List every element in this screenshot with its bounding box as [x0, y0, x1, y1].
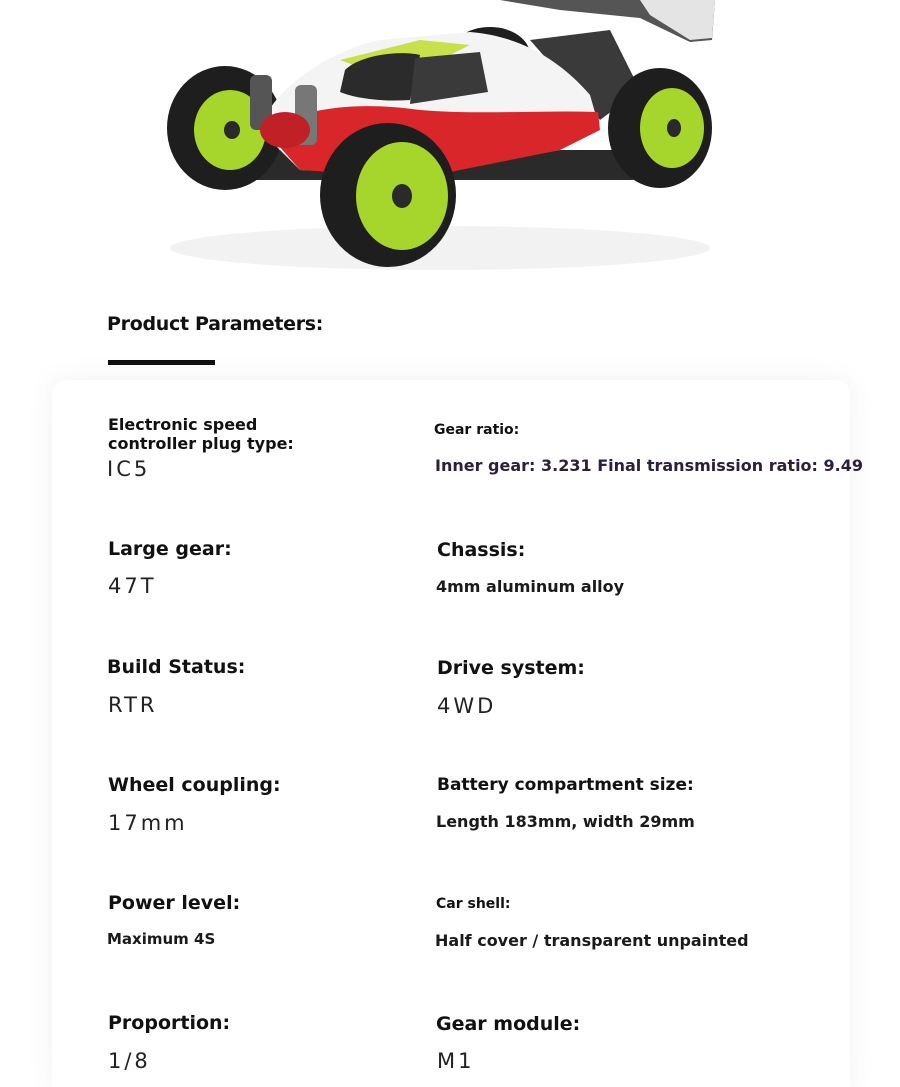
wheel-rear-right	[608, 68, 712, 188]
wheel-front-near	[320, 123, 456, 267]
param-label: Power level:	[108, 892, 241, 914]
param-label: Electronic speed controller plug type:	[108, 415, 294, 453]
param-battery-compartment	[437, 775, 694, 795]
param-label: Gear ratio:	[434, 422, 520, 438]
param-large-gear	[108, 538, 232, 560]
param-value: 1/8	[108, 1049, 151, 1073]
param-label: Car shell:	[436, 896, 511, 912]
title-underline	[108, 360, 215, 365]
param-gear-ratio	[434, 422, 519, 438]
param-value: IC5	[107, 457, 151, 481]
parameters-card	[52, 380, 850, 1087]
param-value: Maximum 4S	[107, 930, 216, 948]
param-label: Proportion:	[108, 1012, 231, 1034]
product-image	[0, 0, 900, 290]
param-car-shell	[436, 896, 511, 912]
param-esc-plug	[108, 415, 348, 453]
param-value: Length 183mm, width 29mm	[436, 812, 695, 831]
param-label: Battery compartment size:	[437, 775, 694, 795]
param-value: M1	[437, 1049, 475, 1073]
param-label: Chassis:	[437, 539, 526, 561]
param-value: 47T	[108, 574, 157, 598]
param-value: RTR	[108, 693, 158, 717]
param-gear-module	[436, 1013, 580, 1035]
param-build-status	[107, 656, 245, 678]
param-power-level	[108, 892, 240, 914]
param-value: 4mm aluminum alloy	[436, 577, 625, 596]
param-label: Build Status:	[107, 656, 246, 678]
param-drive-system	[437, 657, 585, 679]
param-value: Half cover / transparent unpainted	[435, 931, 749, 950]
param-value: Inner gear: 3.231 Final transmission ratio: 9.49	[435, 456, 863, 475]
param-label: Drive system:	[437, 657, 585, 679]
section-title: Product Parameters:	[107, 313, 324, 335]
param-wheel-coupling	[108, 774, 281, 796]
param-label: Gear module:	[436, 1013, 581, 1035]
param-label: Large gear:	[108, 538, 232, 560]
param-proportion	[108, 1012, 230, 1034]
param-label: Wheel coupling:	[108, 774, 281, 796]
param-value: 4WD	[437, 694, 497, 718]
param-chassis	[437, 539, 525, 561]
param-value: 17mm	[108, 811, 188, 835]
